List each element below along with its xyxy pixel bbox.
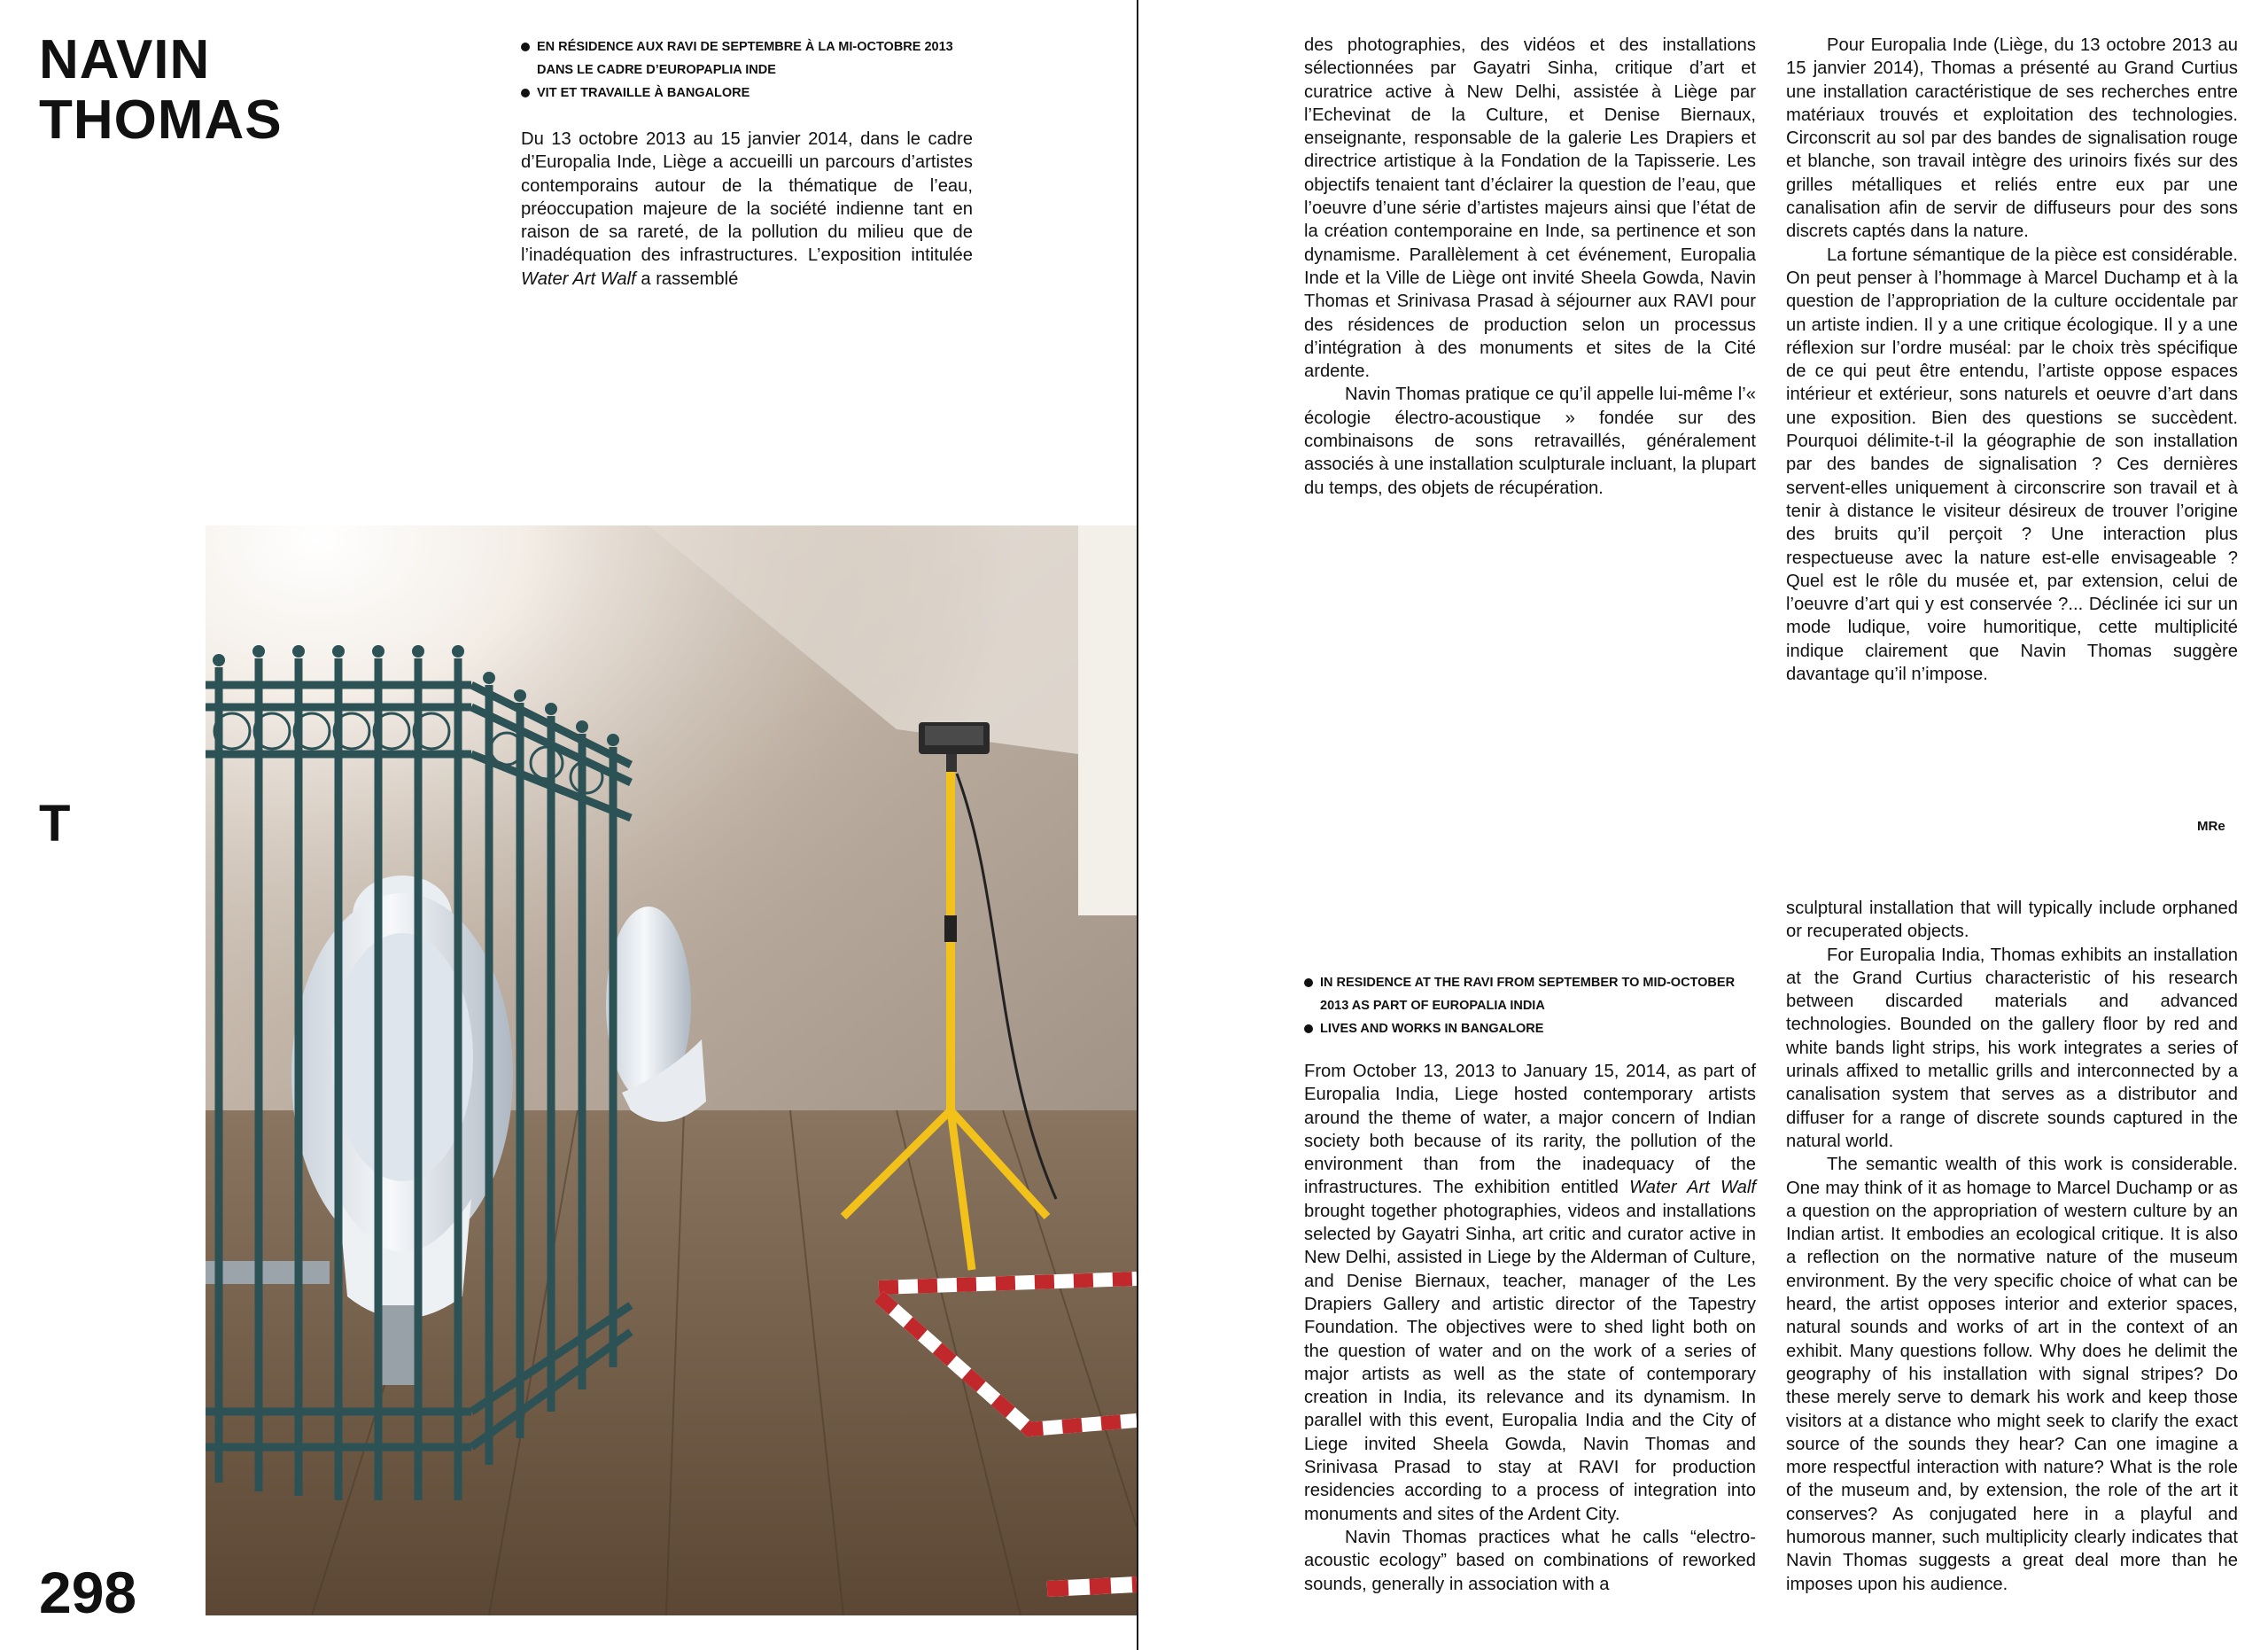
article-en-column-1 bbox=[1304, 1060, 1756, 1596]
article-en-column-2 bbox=[1786, 897, 2238, 1596]
article-fr-paragraph: Pour Europalia Inde (Liège, du 13 octobre 2013 au 15 janvier 2014), Thomas a présenté au Grand Curtius une installation caractéristique de ses recherches entre matériaux trouvés et exploitation des technologies. Circonscrit au sol par des bandes de signalisation rouge et blanche, son travail intègre des urinoirs fixés sur des grilles métalliques et reliés entre eux par une canalisation afin de servir de diffuseurs pour des sons discrets captés dans la nature. bbox=[1786, 35, 2238, 242]
artist-first-name: NAVIN bbox=[39, 29, 211, 90]
article-en-paragraph: For Europalia India, Thomas exhibits an installation at the Grand Curtius characteristic of his research between discarded materials and advanced technologies. Bounded on the gallery floor by red and white bands light strips, his work integrates a series of urinals affixed to metallic grills and interconnected by a canalisation system that serves as a distributor and diffuser for a range of discrete sounds captured in the natural world. bbox=[1786, 945, 2238, 1151]
bullet-residence-en: IN RESIDENCE AT THE RAVI FROM SEPTEMBER TO MID-OCTOBER 2013 AS PART OF EUROPALIA INDIA bbox=[1304, 971, 1760, 1017]
installation-photo bbox=[206, 525, 1137, 1615]
page-number: 298 bbox=[39, 1560, 137, 1625]
article-en-paragraph: sculptural installation that will typically include orphaned or recuperated objects. bbox=[1786, 899, 2238, 942]
article-en-paragraph bbox=[1304, 1060, 1756, 1526]
article-en-paragraph: Navin Thomas practices what he calls “electro-acoustic ecology” based on combinations of reworked sounds, generally in association with a bbox=[1304, 1527, 1756, 1594]
author-initials: MRe bbox=[2197, 819, 2225, 834]
page-gutter bbox=[1137, 0, 1138, 1650]
intro-fr-text-2: a rassemblé bbox=[635, 269, 739, 289]
article-en-text-2: brought together photographies, videos and installations selected by Gayatri Sinha, art critic and curator active in New Delhi, assisted in Liege by the Alderman of Culture, and Denise Biernaux, teacher, manager of the Les Drapiers Gallery and artistic director of the Tapestry Foundation. The objectives were to shed light both on the question of water and on the work of a series of major artists as well as the state of contemporary creation in India, its relevance and its dynamism. In parallel with this event, Europalia India and the City of Liege invited Sheela Gowda, Navin Thomas and Srinivasa Prasad to stay at RAVI for production residencies according to a process of integration into monuments and sites of the Ardent City. bbox=[1304, 1201, 1756, 1524]
article-fr-paragraph: Navin Thomas pratique ce qu’il appelle lui-même l’« écologie électro-acoustique » fondée sur des combinaisons de sons retravaillés, généralement associés à une installation sculpturale incluant, la plupart du temps, des objets de récupération. bbox=[1304, 385, 1756, 498]
intro-fr-text-1: Du 13 octobre 2013 au 15 janvier 2014, dans le cadre d’Europalia Inde, Liège a accueilli un parcours d’artistes contemporains autour de la thématique de l’eau, préoccupation majeure de la société indienne tant en raison de sa rareté, de la pollution du milieu que de l’inadéquation des infrastructures. L’exposition intitulée bbox=[521, 129, 973, 266]
article-en-text-1: From October 13, 2013 to January 15, 2014, as part of Europalia India, Liege hosted contemporary artists around the theme of water, a major concern of Indian society both because of its rarity, the pollution of the environment than from the inadequacy of the infrastructures. The exhibition entitled bbox=[1304, 1062, 1756, 1198]
bullet-lives-fr: VIT ET TRAVAILLE À BANGALORE bbox=[521, 82, 977, 105]
bullets-en bbox=[1304, 971, 1760, 1040]
article-en-paragraph: The semantic wealth of this work is considerable. One may think of it as homage to Marcel Duchamp or as a question on the appropriation of western culture by an Indian artist. It embodies an ecological critique. It is also a reflection on the normative nature of the museum environment. By the very specific choice of what can be heard, the artist opposes interior and exterior spaces, natural sounds and works of art in the context of an exhibit. Many questions follow. Why does he delimit the geography of his installation with signal stripes? Do these merely serve to demark his work and keep those visitors at a distance who might seek to clarify the exact source of the sounds they hear? Can one imagine a more respectful interaction with nature? What is the role of the museum and, by extension, the role of the art it conserves? As conjugated here in a playful and humorous manner, such multiplicity clearly indicates that Navin Thomas suggests a great deal more than he imposes upon his audience. bbox=[1786, 1155, 2238, 1594]
artist-name bbox=[39, 30, 283, 151]
exhibition-title-fr: Water Art Walf bbox=[521, 269, 636, 289]
article-fr-column-1 bbox=[1304, 34, 1756, 500]
artist-last-name: THOMAS bbox=[39, 90, 283, 151]
intro-fr-column bbox=[521, 128, 973, 291]
installation-photo-drawing bbox=[206, 525, 1137, 1615]
drain-pipe bbox=[206, 1261, 330, 1284]
exhibition-title-en: Water Art Walf bbox=[1629, 1178, 1756, 1198]
article-fr-column-2 bbox=[1786, 34, 2238, 686]
bullet-residence-fr: EN RÉSIDENCE AUX RAVI DE SEPTEMBRE À LA MI-OCTOBRE 2013 DANS LE CADRE D’EUROPAPLIA INDE bbox=[521, 35, 977, 82]
bullet-lives-en: LIVES AND WORKS IN BANGALORE bbox=[1304, 1017, 1760, 1040]
article-fr-paragraph: La fortune sémantique de la pièce est considérable. On peut penser à l’hommage à Marcel Duchamp et à la question de l’appropriation de la culture occidentale par un artiste indien. Il y a une critique écologique. Il y a une réflexion sur l’ordre muséal: par le choix très spécifique de ce qui peut être entendu, l’artiste oppose espaces intérieur et extérieur, sons naturels et oeuvre d’art dans une exposition. Bien des questions se succèdent. Pourquoi délimite-t-il la géographie de son installation par des bandes de signalisation ? Ces dernières servent-elles uniquement à circonscrire son travail et à tenir à distance le visiteur désireux de trouver l’origine des bruits qu’il perçoit ? Une interaction plus respectueuse avec la nature est-elle envisageable ? Quel est le rôle du musée et, par extension, celui de l’oeuvre d’art qui y est conservée ?... Déclinée ici sur un mode ludique, voire humoritique, cette multiplicité indique clairement que Navin Thomas suggère davantage qu’il n’impose. bbox=[1786, 245, 2238, 685]
bullets-fr bbox=[521, 35, 977, 105]
article-fr-paragraph: des photographies, des vidéos et des installations sélectionnées par Gayatri Sinha, critique d’art et curatrice active à New Delhi, assistée à Liège par l’Echevinat de la Culture, et Denise Biernaux, enseignante, responsable de la galerie Les Drapiers et directrice artistique à la Fondation de la Tapisserie. Les objectifs tenaient tant d’éclairer la question de l’eau, que l’oeuvre d’une série d’artistes majeurs ainsi que l’état de la création contemporaine en Inde, sa pertinence et son dynamisme. Parallèlement à cet événement, Europalia Inde et la Ville de Liège ont invité Sheela Gowda, Navin Thomas et Srinivasa Prasad à séjourner aux RAVI pour des résidences de production selon un processus d’intégration à des monuments et sites de la Cité ardente. bbox=[1304, 35, 1756, 382]
intro-fr-paragraph bbox=[521, 128, 973, 291]
section-letter: T bbox=[39, 795, 71, 852]
